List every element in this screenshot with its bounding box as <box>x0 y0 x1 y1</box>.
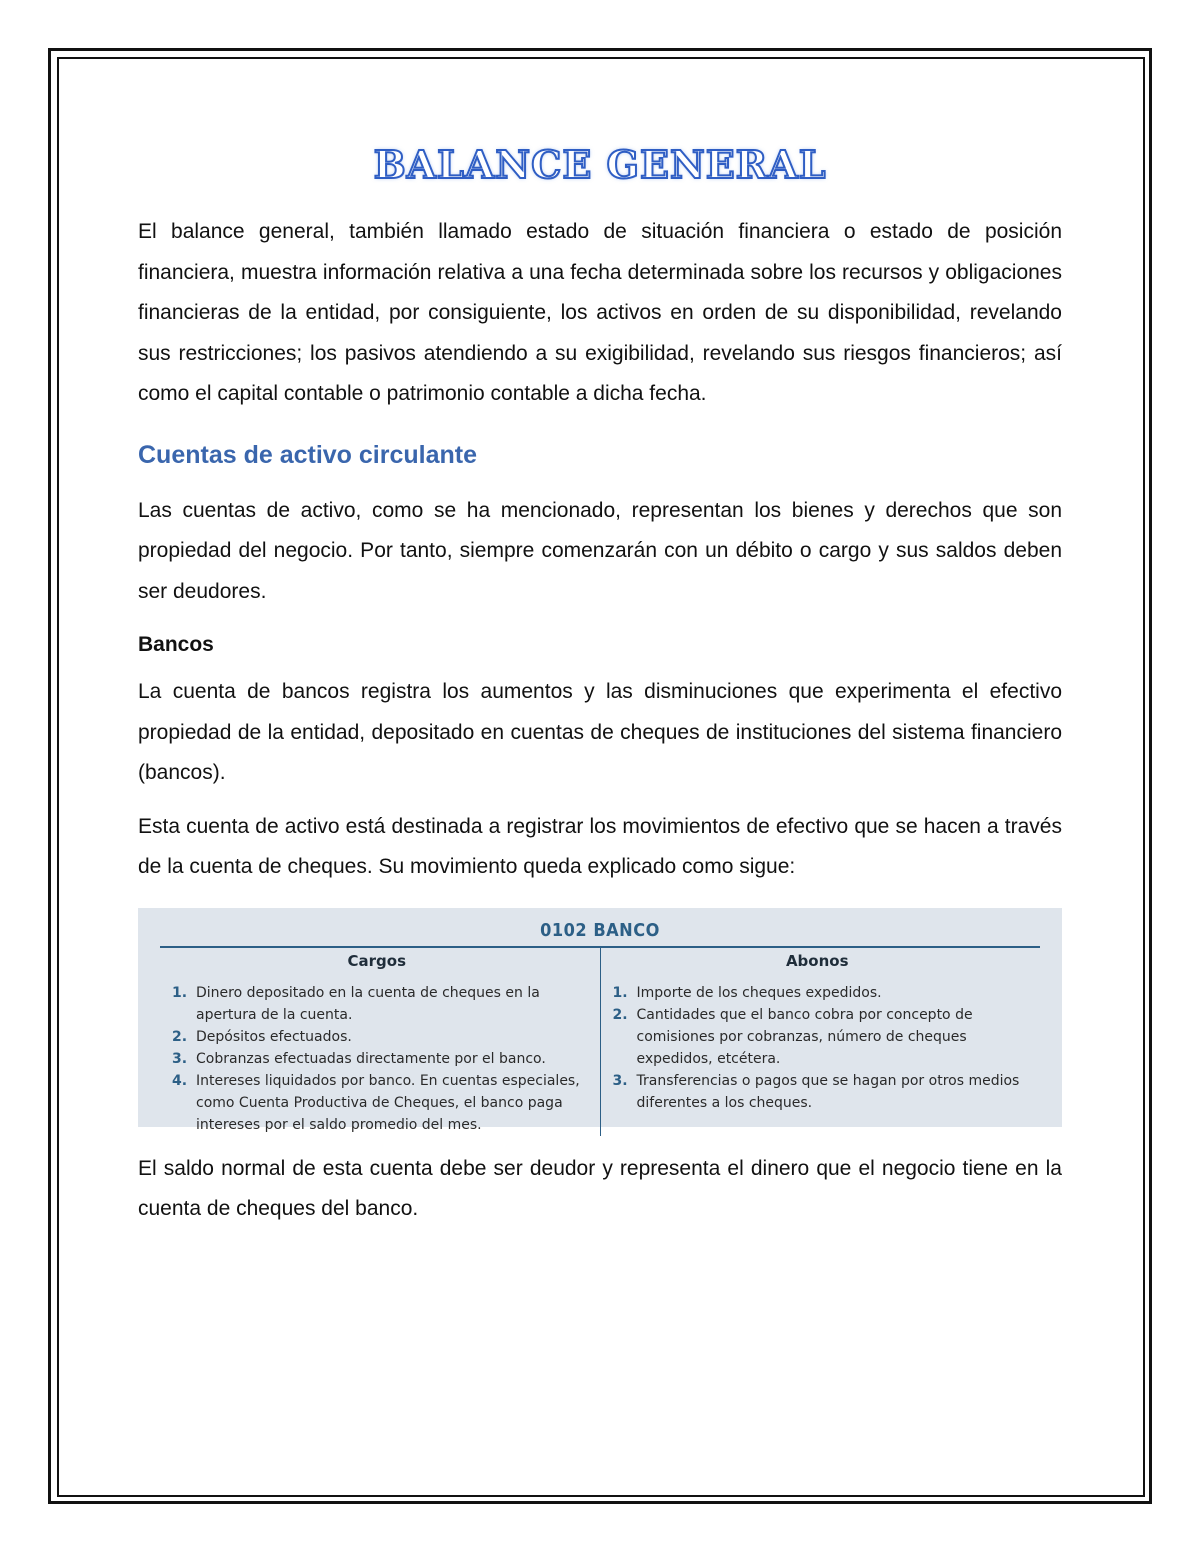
item-number: 4. <box>172 1072 188 1089</box>
t-account-title: 0102 BANCO <box>540 919 660 941</box>
item-number: 1. <box>612 984 628 1001</box>
t-account-columns <box>160 948 1040 1136</box>
item-text: Transferencias o pagos que se hagan por otros medios diferentes a los cheques. <box>636 1072 1020 1111</box>
list-item <box>172 1026 582 1048</box>
section-paragraph: Las cuentas de activo, como se ha mencionado, representan los bienes y derechos que son propiedad del negocio. Por tanto, siempre comenzarán con un débito o cargo y sus saldos deben ser deudores. <box>138 498 1062 603</box>
item-number: 3. <box>612 1072 628 1089</box>
subheading-bancos: Bancos <box>138 633 214 656</box>
abonos-list <box>613 982 1023 1114</box>
item-text: Cobranzas efectuadas directamente por el banco. <box>196 1050 546 1067</box>
list-item <box>172 1070 582 1136</box>
bancos-paragraph-1: La cuenta de bancos registra los aumentos y las disminuciones que experimenta el efectivo propiedad de la entidad, depositado en cuentas de cheques de instituciones del sistema financiero (bancos). <box>138 680 1062 784</box>
bancos-paragraph-2: Esta cuenta de activo está destinada a registrar los movimientos de efectivo que se hacen a través de la cuenta de cheques. Su movimiento queda explicado como sigue: <box>138 814 1062 878</box>
list-item <box>172 982 582 1026</box>
list-item <box>613 982 1023 1004</box>
item-number: 3. <box>172 1050 188 1067</box>
item-number: 2. <box>612 1006 628 1023</box>
abonos-header: Abonos <box>785 951 849 970</box>
cargos-list <box>172 982 582 1136</box>
item-text: Cantidades que el banco cobra por concepto de comisiones por cobranzas, número de cheques expedidos, etcétera. <box>636 1006 973 1067</box>
document-title: BALANCE GENERAL <box>373 142 827 187</box>
item-number: 1. <box>172 984 188 1001</box>
document-body <box>138 140 1062 1230</box>
item-number: 2. <box>172 1028 188 1045</box>
closing-paragraph: El saldo normal de esta cuenta debe ser deudor y representa el dinero que el negocio tiene en la cuenta de cheques del banco. <box>138 1156 1062 1220</box>
section-heading: Cuentas de activo circulante <box>138 440 478 469</box>
list-item <box>613 1070 1023 1114</box>
item-text: Intereses liquidados por banco. En cuentas especiales, como Cuenta Productiva de Cheques, el banco paga intereses por el saldo promedio del mes. <box>196 1072 580 1133</box>
list-item <box>172 1048 582 1070</box>
t-account-table <box>138 908 1062 1133</box>
list-item <box>613 1004 1023 1070</box>
cargos-column <box>160 948 601 1136</box>
abonos-column <box>601 948 1041 1136</box>
cargos-header: Cargos <box>347 951 406 970</box>
item-text: Depósitos efectuados. <box>196 1028 352 1045</box>
item-text: Importe de los cheques expedidos. <box>636 984 882 1001</box>
intro-paragraph: El balance general, también llamado estado de situación financiera o estado de posición financiera, muestra información relativa a una fecha determinada sobre los recursos y obligaciones financieras de la entidad, por consiguiente, los activos en orden de su disponibilidad, revelando sus restricciones; los pasivos atendiendo a su exigibilidad, revelando sus riesgos financieros; así como el capital contable o patrimonio contable a dicha fecha. <box>138 220 1062 405</box>
item-text: Dinero depositado en la cuenta de cheques en la apertura de la cuenta. <box>196 984 540 1023</box>
